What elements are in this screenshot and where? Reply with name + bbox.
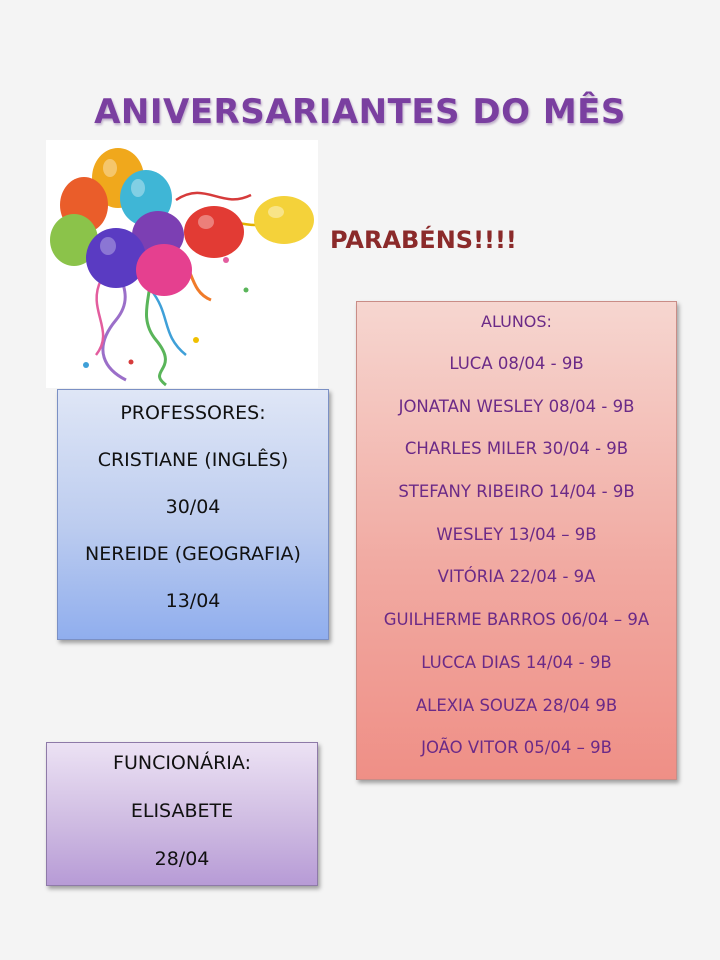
students-box <box>356 301 677 780</box>
student-line: LUCA 08/04 - 9B <box>449 354 584 373</box>
congrats-text: PARABÉNS!!!! <box>330 226 517 254</box>
student-line: CHARLES MILER 30/04 - 9B <box>404 439 629 459</box>
student-line: WESLEY 13/04 – 9B <box>436 524 597 544</box>
student-line: GUILHERME BARROS 06/04 – 9A <box>383 610 650 630</box>
page-title: ANIVERSARIANTES DO MÊS <box>94 92 626 132</box>
teacher-line: 13/04 <box>165 590 221 612</box>
teacher-line: NEREIDE (GEOGRAFIA) <box>85 543 301 565</box>
balloons-icon <box>46 140 318 388</box>
teachers-box <box>57 389 329 640</box>
balloons-illustration <box>46 140 318 388</box>
staff-box <box>46 742 318 886</box>
student-line: LUCCA DIAS 14/04 - 9B <box>421 652 612 672</box>
teacher-line: 30/04 <box>165 496 221 518</box>
student-line: VITÓRIA 22/04 - 9A <box>437 567 596 587</box>
staff-line: ELISABETE <box>130 800 234 822</box>
staff-heading: FUNCIONÁRIA: <box>113 752 251 774</box>
student-line: JOÃO VITOR 05/04 – 9B <box>421 738 612 758</box>
teachers-heading: PROFESSORES: <box>120 402 266 424</box>
student-line: STEFANY RIBEIRO 14/04 - 9B <box>398 482 635 502</box>
student-line: ALEXIA SOUZA 28/04 9B <box>415 695 618 715</box>
students-heading: ALUNOS: <box>481 312 552 331</box>
staff-line: 28/04 <box>154 848 210 870</box>
student-line: JONATAN WESLEY 08/04 - 9B <box>398 396 635 416</box>
teacher-line: CRISTIANE (INGLÊS) <box>97 449 289 471</box>
